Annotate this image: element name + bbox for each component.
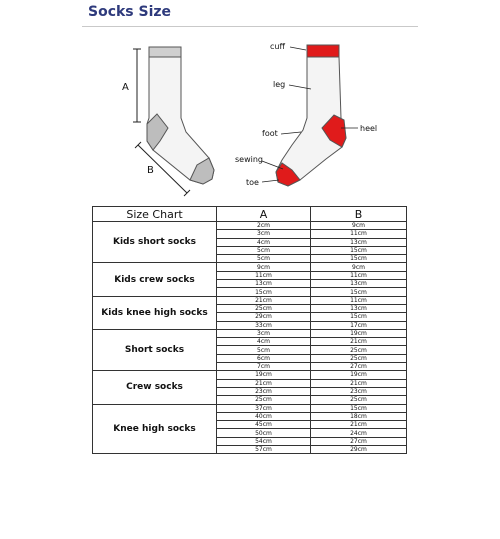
cell-b: 29cm	[311, 446, 407, 454]
cell-a: 5cm	[217, 246, 311, 254]
cell-a: 25cm	[217, 396, 311, 404]
parts-sock-cuff	[307, 45, 339, 57]
cell-b: 18cm	[311, 412, 407, 420]
table-body	[93, 222, 407, 454]
dimension-sock	[122, 47, 214, 196]
table-row	[93, 329, 407, 337]
cell-a: 23cm	[217, 387, 311, 395]
cell-a: 5cm	[217, 255, 311, 263]
size-category: Crew socks	[93, 371, 217, 404]
dimension-sock-cuff	[149, 47, 181, 57]
label-toe: toe	[246, 178, 259, 187]
sock-diagram	[0, 0, 500, 205]
cell-a: 4cm	[217, 238, 311, 246]
cell-a: 50cm	[217, 429, 311, 437]
cell-b: 9cm	[311, 263, 407, 271]
size-category: Knee high socks	[93, 404, 217, 454]
cell-b: 21cm	[311, 421, 407, 429]
cell-a: 57cm	[217, 446, 311, 454]
cell-b: 15cm	[311, 246, 407, 254]
dimension-a-label: A	[122, 82, 129, 93]
size-category: Kids crew socks	[93, 263, 217, 296]
cell-a: 7cm	[217, 363, 311, 371]
cell-a: 19cm	[217, 371, 311, 379]
cell-b: 17cm	[311, 321, 407, 329]
cell-b: 21cm	[311, 338, 407, 346]
cell-a: 4cm	[217, 338, 311, 346]
table-row	[93, 371, 407, 379]
header-b: B	[311, 207, 407, 222]
cell-a: 3cm	[217, 329, 311, 337]
table-row	[93, 263, 407, 271]
pointer-toe	[262, 180, 279, 182]
cell-b: 13cm	[311, 304, 407, 312]
page-title: Socks Size	[88, 4, 172, 20]
cell-a: 54cm	[217, 437, 311, 445]
cell-a: 37cm	[217, 404, 311, 412]
dimension-b-label: B	[147, 165, 154, 176]
cell-b: 11cm	[311, 271, 407, 279]
cell-b: 27cm	[311, 437, 407, 445]
parts-sock	[235, 42, 377, 187]
cell-b: 9cm	[311, 222, 407, 230]
cell-a: 45cm	[217, 421, 311, 429]
cell-b: 27cm	[311, 363, 407, 371]
cell-b: 11cm	[311, 296, 407, 304]
cell-b: 25cm	[311, 354, 407, 362]
cell-b: 13cm	[311, 238, 407, 246]
cell-a: 5cm	[217, 346, 311, 354]
label-leg: leg	[273, 80, 286, 89]
cell-a: 9cm	[217, 263, 311, 271]
table-header-row	[93, 207, 407, 222]
label-foot: foot	[262, 129, 278, 138]
header-size-chart: Size Chart	[93, 207, 217, 222]
cell-a: 21cm	[217, 379, 311, 387]
cell-a: 13cm	[217, 280, 311, 288]
cell-b: 24cm	[311, 429, 407, 437]
pointer-foot	[281, 132, 301, 134]
cell-a: 3cm	[217, 230, 311, 238]
label-heel: heel	[360, 124, 378, 133]
cell-b: 19cm	[311, 329, 407, 337]
cell-b: 11cm	[311, 230, 407, 238]
cell-b: 13cm	[311, 280, 407, 288]
label-sewing: sewing	[235, 155, 264, 164]
size-category: Short socks	[93, 329, 217, 370]
header-a: A	[217, 207, 311, 222]
cell-b: 21cm	[311, 379, 407, 387]
cell-b: 23cm	[311, 387, 407, 395]
cell-b: 15cm	[311, 255, 407, 263]
cell-a: 29cm	[217, 313, 311, 321]
table-row	[93, 296, 407, 304]
cell-b: 15cm	[311, 404, 407, 412]
size-category: Kids knee high socks	[93, 296, 217, 329]
size-category: Kids short socks	[93, 222, 217, 263]
cell-b: 25cm	[311, 396, 407, 404]
label-cuff: cuff	[270, 42, 285, 51]
cell-a: 11cm	[217, 271, 311, 279]
cell-a: 6cm	[217, 354, 311, 362]
pointer-cuff	[290, 47, 306, 50]
size-chart-table	[92, 206, 407, 454]
cell-a: 15cm	[217, 288, 311, 296]
table-row	[93, 404, 407, 412]
table-row	[93, 222, 407, 230]
cell-a: 25cm	[217, 304, 311, 312]
cell-b: 15cm	[311, 288, 407, 296]
cell-b: 25cm	[311, 346, 407, 354]
cell-b: 19cm	[311, 371, 407, 379]
cell-a: 40cm	[217, 412, 311, 420]
cell-b: 15cm	[311, 313, 407, 321]
cell-a: 33cm	[217, 321, 311, 329]
cell-a: 21cm	[217, 296, 311, 304]
cell-a: 2cm	[217, 222, 311, 230]
